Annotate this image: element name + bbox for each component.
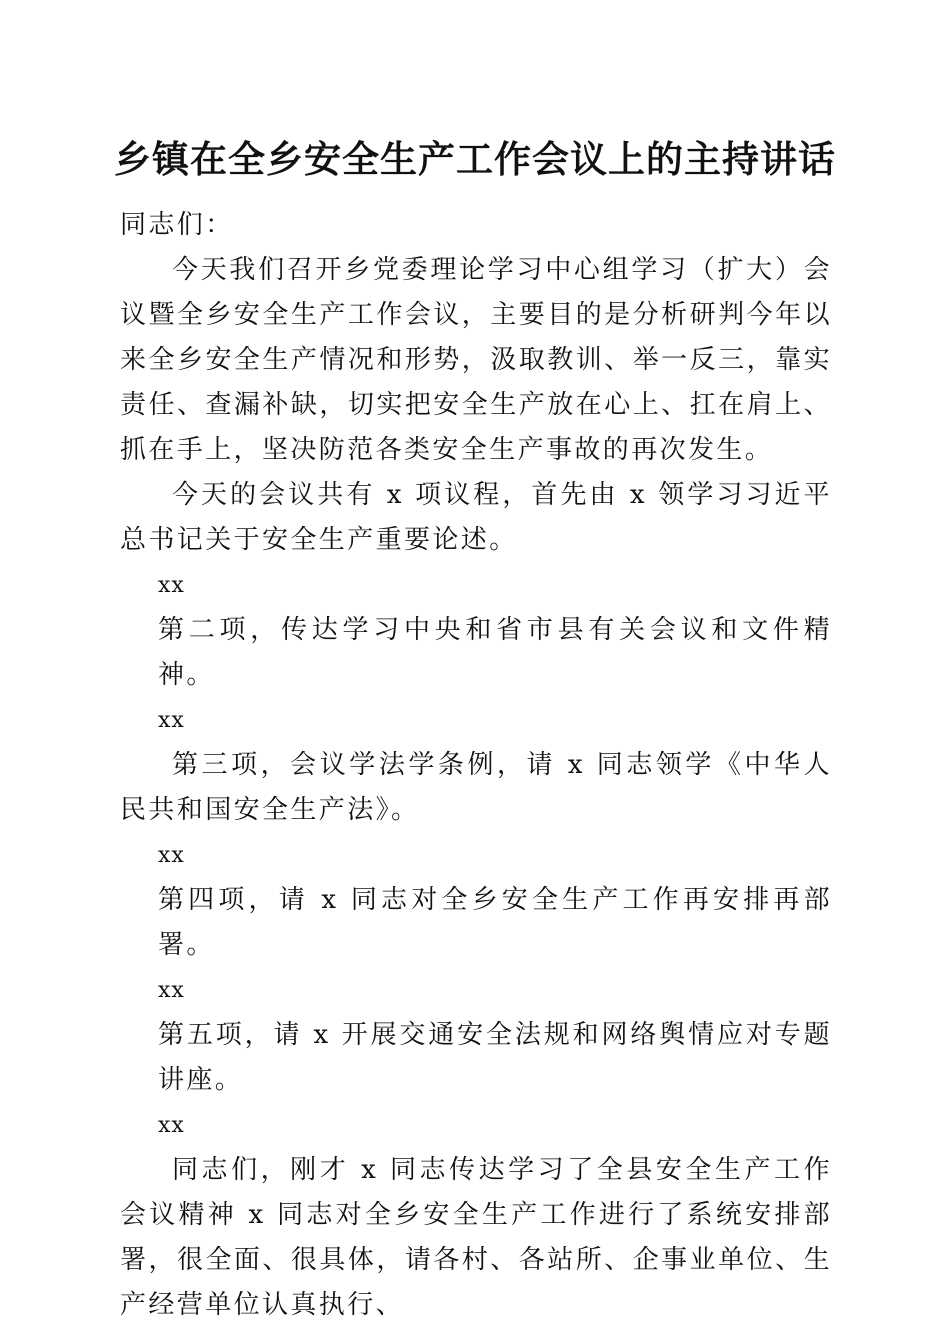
agenda-item-4: 第四项，请 x 同志对全乡安全生产工作再安排再部署。 [158, 885, 832, 960]
placeholder-xx: xx [158, 573, 185, 598]
paragraph-opening: 今天我们召开乡党委理论学习中心组学习（扩大）会议暨全乡安全生产工作会议，主要目的是分析研判今年以来全乡安全生产情况和形势，汲取教训、举一反三，靠实责任、查漏补缺，切实把安全生产放在心上、扛在肩上、抓在手上，坚决防范各类安全生产事故的再次发生。 [120, 255, 832, 465]
paragraph-closing: 同志们，刚才 x 同志传达学习了全县安全生产工作会议精神 x 同志对全乡安全生产工作进行了系统安排部署，很全面、很具体，请各村、各站所、企事业单位、生产经营单位认真执行、 [120, 1155, 832, 1320]
salutation: 同志们： [120, 210, 234, 240]
document-body [120, 203, 832, 1328]
agenda-item-3: 第三项，会议学法学条例，请 x 同志领学《中华人民共和国安全生产法》。 [120, 750, 832, 825]
agenda-item-2: 第二项，传达学习中央和省市县有关会议和文件精神。 [158, 615, 832, 690]
agenda-item-5: 第五项，请 x 开展交通安全法规和网络舆情应对专题讲座。 [158, 1020, 832, 1095]
placeholder-xx: xx [158, 1113, 185, 1138]
placeholder-xx: xx [158, 708, 185, 733]
paragraph-agenda-intro: 今天的会议共有 x 项议程，首先由 x 领学习习近平总书记关于安全生产重要论述。 [120, 480, 832, 555]
placeholder-xx: xx [158, 843, 185, 868]
document-title: 乡镇在全乡安全生产工作会议上的主持讲话 [114, 137, 836, 181]
placeholder-xx: xx [158, 978, 185, 1003]
